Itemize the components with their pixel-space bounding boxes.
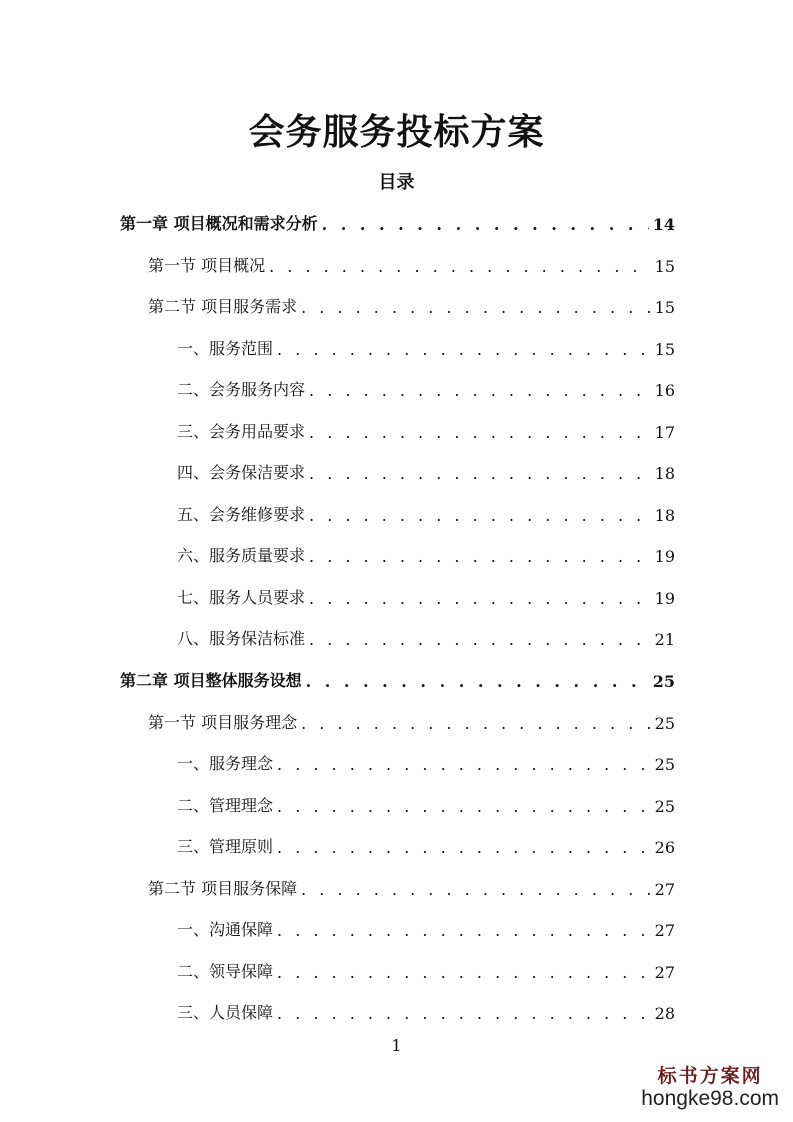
toc-entry-page: 19 [654,547,675,566]
toc-entry-page: 15 [654,298,675,317]
toc-entry[interactable] [177,578,675,608]
toc-entry-page: 25 [652,672,675,691]
dot-leader [309,381,651,400]
toc-entry-label: 第一节 项目概况 [148,256,266,275]
toc-entry[interactable] [177,827,675,857]
dot-leader [277,755,651,774]
toc-entry[interactable] [177,370,675,400]
toc-heading: 目录 [378,172,415,193]
toc-entry-label: 七、服务人员要求 [177,588,306,607]
toc-entry-label: 一、沟通保障 [177,920,274,939]
watermark-site-name: 标书方案网 [657,1065,763,1087]
document-title: 会务服务投标方案 [248,111,545,153]
dot-leader [277,921,651,940]
dot-leader [309,589,651,608]
toc-entry[interactable] [177,619,675,649]
dot-leader [301,714,651,733]
page-number: 1 [391,1036,402,1055]
dot-leader [277,340,651,359]
dot-leader [306,672,649,691]
toc-entry[interactable] [177,744,675,774]
dot-leader [277,838,651,857]
toc-entry-label: 五、会务维修要求 [177,505,306,524]
toc-entry[interactable] [177,412,675,442]
toc-entry-label: 二、管理理念 [177,796,274,815]
toc-entry-page: 27 [654,963,675,982]
toc-entry-page: 27 [654,921,675,940]
toc-entry[interactable] [120,204,675,234]
watermark-url: hongke98.com [641,1086,779,1110]
toc-entry-page: 25 [654,797,675,816]
toc-entry[interactable] [177,453,675,483]
dot-leader [322,215,649,234]
toc-entry-label: 第二节 项目服务需求 [148,297,298,316]
toc-entry-page: 18 [654,464,675,483]
toc-entry-page: 25 [654,714,675,733]
toc-entry-label: 三、人员保障 [177,1003,274,1022]
watermark-logo [641,1066,779,1110]
toc-entry-label: 八、服务保洁标准 [177,629,306,648]
toc-entry-label: 三、管理原则 [177,837,274,856]
toc-entry[interactable] [148,703,675,733]
toc-entry-page: 17 [654,423,675,442]
toc-entry[interactable] [177,993,675,1023]
dot-leader [301,298,651,317]
toc-entry-label: 第二章 项目整体服务设想 [120,671,302,690]
dot-leader [309,630,651,649]
toc-entry-page: 26 [654,838,675,857]
dot-leader [277,797,651,816]
dot-leader [269,257,651,276]
toc-entry-page: 16 [654,381,675,400]
toc-entry-label: 三、会务用品要求 [177,422,306,441]
toc-entry-label: 第一章 项目概况和需求分析 [120,214,318,233]
toc-entry[interactable] [148,869,675,899]
dot-leader [301,880,651,899]
toc-entry-label: 四、会务保洁要求 [177,463,306,482]
toc-entry[interactable] [177,536,675,566]
toc-entry[interactable] [148,246,675,276]
toc-entry-page: 15 [654,340,675,359]
toc-entry[interactable] [177,786,675,816]
toc-entry-label: 第一节 项目服务理念 [148,713,298,732]
toc-entry[interactable] [177,952,675,982]
toc-entry[interactable] [177,910,675,940]
toc-entry[interactable] [177,495,675,525]
toc-entry-label: 六、服务质量要求 [177,546,306,565]
toc-entry-page: 14 [652,215,675,234]
toc-entry-page: 15 [654,257,675,276]
toc-entry-page: 19 [654,589,675,608]
dot-leader [277,1004,651,1023]
dot-leader [309,506,651,525]
dot-leader [309,423,651,442]
dot-leader [309,464,651,483]
toc-entry-label: 一、服务范围 [177,339,274,358]
toc-entry-page: 27 [654,880,675,899]
toc-entry[interactable] [120,661,675,691]
toc-entry-page: 18 [654,506,675,525]
toc-entry-label: 二、会务服务内容 [177,380,306,399]
toc-entry-page: 28 [654,1004,675,1023]
toc-entry-label: 第二节 项目服务保障 [148,879,298,898]
toc-entry[interactable] [148,287,675,317]
toc-entry-label: 一、服务理念 [177,754,274,773]
toc-entry-label: 二、领导保障 [177,962,274,981]
dot-leader [309,547,651,566]
dot-leader [277,963,651,982]
toc-entry[interactable] [177,329,675,359]
toc-entry-page: 25 [654,755,675,774]
toc-entry-page: 21 [654,630,675,649]
